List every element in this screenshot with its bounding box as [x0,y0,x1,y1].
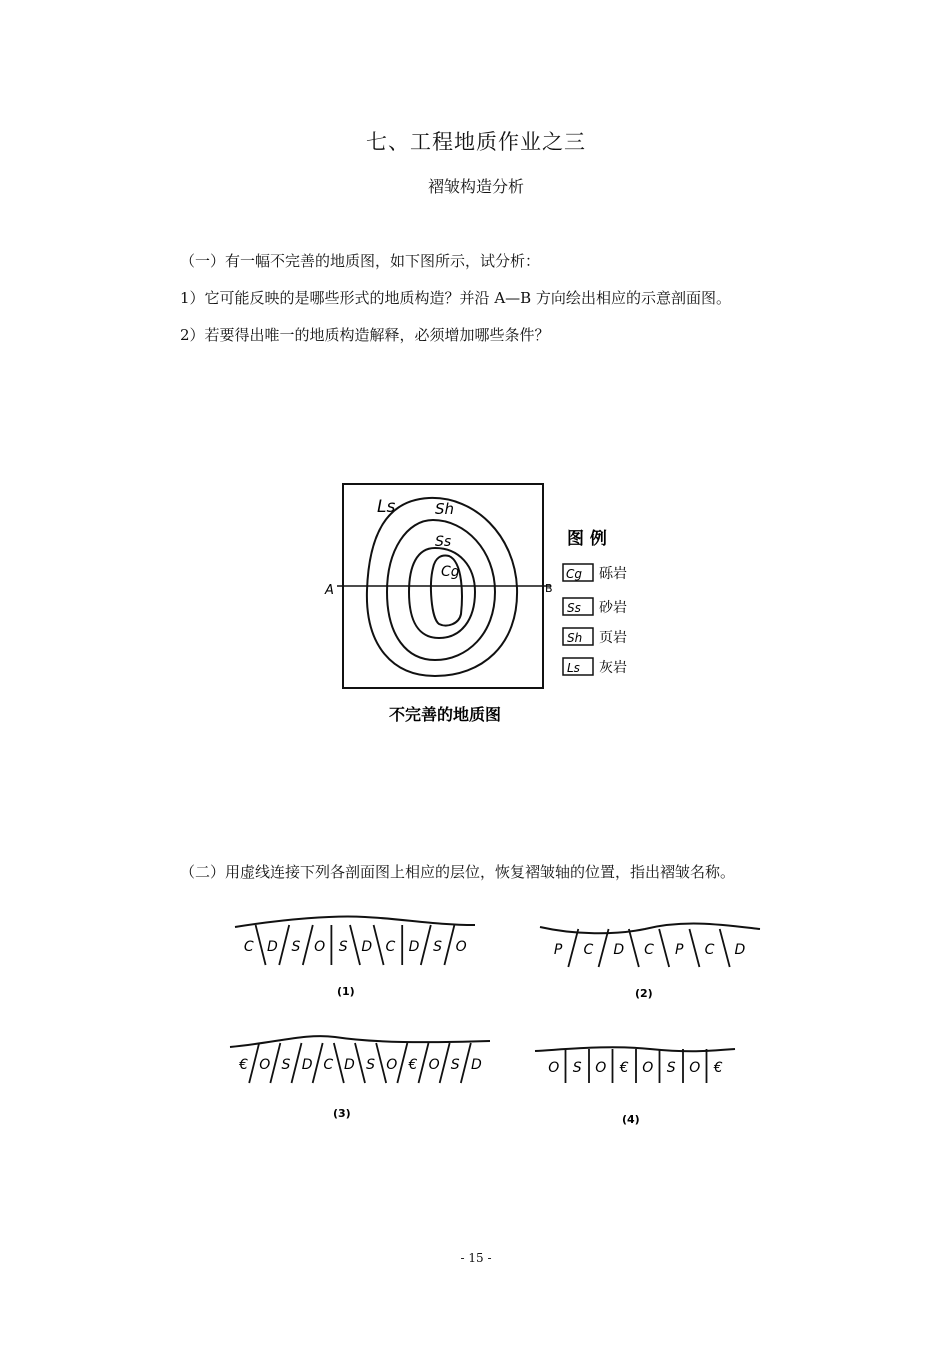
layer-label: P [675,942,684,958]
layer-label: D [361,939,373,955]
layer-label: P [553,942,563,958]
layer-boundary [629,929,639,967]
layer-boundary [279,925,289,965]
zone-label-cg: Cg [441,564,460,580]
layer-label: D [301,1057,313,1073]
layer-label: D [344,1057,355,1073]
layer-label: O [689,1060,701,1076]
layer-label: D [613,942,625,958]
layer-boundary [568,929,578,967]
legend-item-sh [563,628,627,646]
zone-label-sh: Sh [435,500,455,518]
layer-label: € [619,1060,629,1076]
layer-label: € [713,1060,723,1076]
layer-boundary [249,1043,259,1083]
legend-item-ls [563,658,627,676]
layer-label: C [704,942,715,958]
layer-boundary [659,929,669,967]
layer-label: D [471,1057,482,1073]
layer-label: S [572,1060,582,1076]
map-caption: 不完善的地质图 [389,705,502,724]
layer-label: S [338,939,348,955]
legend-name: 页岩 [599,630,627,646]
layer-label: D [734,942,746,958]
legend-code: Ls [567,661,580,675]
question-2: 2）若要得出唯一的地质构造解释，必须增加哪些条件？ [180,326,550,344]
layer-label: C [644,942,654,958]
legend-title: 图 例 [567,529,607,549]
page-number: - 15 - [460,1251,492,1265]
layer-label: S [450,1057,460,1073]
layer-label: O [455,939,467,955]
profile-4 [530,1035,740,1125]
ground-surface [540,924,760,934]
legend-code: Cg [566,567,582,581]
layer-label: S [666,1060,676,1076]
layer-label: O [548,1060,560,1076]
layer-label: S [291,939,301,955]
profile-2 [535,905,765,1000]
legend-name: 砂岩 [599,600,627,616]
layer-label: € [408,1057,418,1073]
layer-boundary [376,1043,386,1083]
legend-item-cg [563,564,627,582]
layer-boundary [350,925,360,965]
layer-label: C [243,939,254,955]
point-b-label: B [545,582,553,595]
legend-name: 灰岩 [599,660,627,676]
layer-label: O [595,1060,607,1076]
layer-label: O [428,1057,440,1073]
layer-boundary [440,1043,450,1083]
ground-surface [235,916,475,927]
layer-label: O [314,939,326,955]
layer-label: C [385,939,396,955]
layer-boundary [461,1043,471,1083]
profile-label: (4) [622,1113,640,1125]
layer-boundary [419,1043,429,1083]
layer-label: O [642,1060,654,1076]
zone-label-ls: Ls [377,497,396,517]
layer-boundary [355,1043,365,1083]
profile-3 [225,1025,495,1125]
section1-intro: （一）有一幅不完善的地质图，如下图所示，试分析： [180,252,541,270]
layer-label: O [259,1057,271,1073]
ground-surface [230,1036,490,1047]
profile-label: (2) [635,987,653,1000]
layer-label: S [366,1057,376,1073]
page-title: 七、工程地质作业之三 [366,130,586,154]
layer-boundary [374,925,384,965]
point-a-label: A [325,583,334,598]
layer-label: C [323,1057,334,1073]
legend-item-ss [563,598,627,616]
layer-label: S [281,1057,291,1073]
profile-1 [225,905,485,1000]
legend-code: Ss [567,601,581,615]
layer-label: € [239,1057,249,1073]
layer-boundary [599,929,609,967]
geologic-map-figure [315,478,655,733]
layer-boundary [444,925,454,965]
page-subtitle: 褶皱构造分析 [427,177,524,196]
layer-boundary [292,1043,302,1083]
layer-boundary [421,925,431,965]
layer-boundary [334,1043,344,1083]
layer-boundary [270,1043,280,1083]
layer-label: D [408,939,420,955]
layer-boundary [256,925,266,965]
layer-label: O [386,1057,398,1073]
layer-label: D [267,939,278,955]
legend-name: 砾岩 [599,566,627,582]
layer-label: C [583,942,594,958]
layer-boundary [313,1043,323,1083]
layer-label: S [433,939,443,955]
profile-label: (3) [333,1107,351,1120]
layer-boundary [689,929,699,967]
layer-boundary [303,925,313,965]
zone-label-ss: Ss [435,534,452,550]
section2-intro: （二）用虚线连接下列各剖面图上相应的层位，恢复褶皱轴的位置，指出褶皱名称。 [180,863,736,881]
legend-code: Sh [567,631,583,645]
profile-label: (1) [337,985,355,998]
layer-boundary [397,1043,407,1083]
question-1: 1）它可能反映的是哪些形式的地质构造？并沿 A—B 方向绘出相应的示意剖面图。 [180,289,731,307]
layer-boundary [720,929,730,967]
